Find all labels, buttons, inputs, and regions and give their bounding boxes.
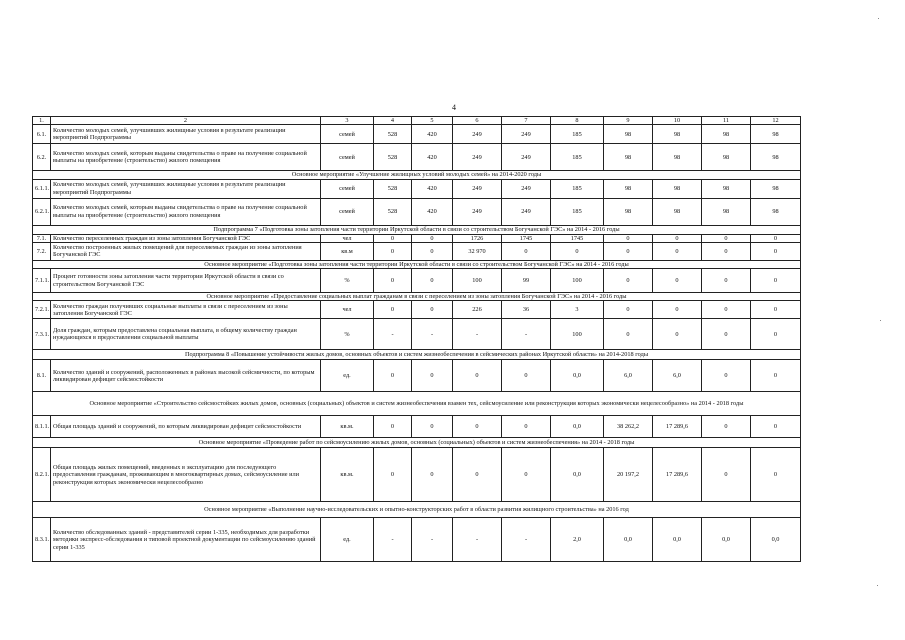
value-cell: 249 [453,125,502,144]
value-cell: 0 [751,269,801,293]
section-title: Подпрограмма 8 «Повышение устойчивости жилых домов, основных объектов и систем жизнеобеспечения в сейсмических районах Иркутской области» на 2014-2018 годы [33,350,801,360]
value-cell: 1726 [453,234,502,242]
section-title: Основное мероприятие «Предоставление социальных выплат гражданам в связи с переселением из зоны затопления Богучанской ГЭС» на 2014 - 2016 годы [33,293,801,301]
section-row [33,438,801,448]
value-cell: 0 [453,360,502,392]
value-cell: - [502,319,551,350]
header-cell: 4 [374,117,412,125]
scan-mark [880,320,881,321]
value-cell: 249 [502,144,551,171]
row-number: 8.3.1. [33,518,51,562]
indicator-name: Процент готовности зоны затопления части территории Иркутской области в связи со строительством Богучанской ГЭС [51,269,321,293]
value-cell: 185 [551,179,604,198]
row-number: 7.2.1. [33,301,51,319]
value-cell: 38 262,2 [604,416,653,438]
table-row [33,301,801,319]
value-cell: 6,0 [604,360,653,392]
unit-cell: семей [321,125,374,144]
value-cell: 0 [502,242,551,260]
value-cell: 0 [702,448,751,502]
table-row [33,125,801,144]
value-cell: - [412,518,453,562]
value-cell: 249 [502,198,551,225]
value-cell: 0 [374,360,412,392]
value-cell: 249 [453,144,502,171]
indicators-table [32,116,801,562]
value-cell: 0 [604,319,653,350]
value-cell: 20 197,2 [604,448,653,502]
value-cell: 0 [702,416,751,438]
indicator-name: Количество молодых семей, улучшивших жилищные условия в результате реализации мероприятий Подпрограммы [51,179,321,198]
value-cell: - [453,319,502,350]
unit-cell: чел [321,234,374,242]
value-cell: 0 [502,360,551,392]
value-cell: 0 [702,319,751,350]
header-cell: 2 [51,117,321,125]
value-cell: 249 [453,198,502,225]
header-cell: 7 [502,117,551,125]
row-number: 8.1. [33,360,51,392]
indicator-name: Количество обследованных зданий - представителей серии 1-335, необходимых для разработки методики экспресс-обследования и типовой проектной документации по сейсмоусилению зданий серии 1-335 [51,518,321,562]
header-cell: 12 [751,117,801,125]
indicator-name: Количество молодых семей, которым выданы свидетельства о праве на получение социальной выплаты на приобретение (строительство) жилого помещения [51,198,321,225]
value-cell: - [374,319,412,350]
indicator-name: Количество граждан получивших социальные выплаты в связи с переселением из зоны затопления Богучанской ГЭС [51,301,321,319]
row-number: 8.2.1. [33,448,51,502]
header-cell: 3 [321,117,374,125]
table-row [33,416,801,438]
value-cell: 249 [453,179,502,198]
value-cell: - [502,518,551,562]
value-cell: 0,0 [604,518,653,562]
value-cell: 0,0 [702,518,751,562]
value-cell: 3 [551,301,604,319]
value-cell: 420 [412,179,453,198]
row-number: 7.2. [33,242,51,260]
section-row [33,350,801,360]
section-row [33,293,801,301]
unit-cell: семей [321,198,374,225]
table-row [33,269,801,293]
value-cell: 0 [453,448,502,502]
header-cell: 8 [551,117,604,125]
section-row [33,392,801,416]
value-cell: 0 [751,242,801,260]
table-row [33,144,801,171]
indicator-name: Общая площадь зданий и сооружений, по которым ликвидирован дефицит сейсмостойкости [51,416,321,438]
unit-cell: кв.м. [321,416,374,438]
page-number: 4 [452,103,456,112]
unit-cell: кв.м [321,242,374,260]
row-number: 7.3.1. [33,319,51,350]
value-cell: 528 [374,179,412,198]
section-row [33,225,801,234]
value-cell: 98 [751,198,801,225]
value-cell: 249 [502,179,551,198]
unit-cell: чел [321,301,374,319]
row-number: 8.1.1. [33,416,51,438]
table-row [33,242,801,260]
value-cell: 0 [751,301,801,319]
value-cell: 0,0 [653,518,702,562]
value-cell: 226 [453,301,502,319]
value-cell: 0 [604,234,653,242]
value-cell: 98 [751,125,801,144]
value-cell: 0 [412,242,453,260]
value-cell: 528 [374,198,412,225]
value-cell: 0,0 [751,518,801,562]
unit-cell: семей [321,179,374,198]
value-cell: 99 [502,269,551,293]
value-cell: 0 [412,360,453,392]
section-title: Основное мероприятие «Улучшение жилищных условий молодых семей» на 2014-2020 годы [33,171,801,179]
value-cell: 98 [653,125,702,144]
value-cell: 98 [604,125,653,144]
value-cell: 1745 [551,234,604,242]
value-cell: 98 [604,179,653,198]
value-cell: 0 [702,269,751,293]
section-title: Подпрограмма 7 «Подготовка зоны затопления части территории Иркутской области в связи со строительством Богучанской ГЭС» на 2014 - 2016 годы [33,225,801,234]
unit-cell: ед. [321,360,374,392]
value-cell: 32 970 [453,242,502,260]
value-cell: 0 [653,242,702,260]
value-cell: 185 [551,125,604,144]
value-cell: 0 [751,319,801,350]
value-cell: 0,0 [551,448,604,502]
row-number: 7.1.1. [33,269,51,293]
value-cell: 0 [604,242,653,260]
value-cell: 100 [453,269,502,293]
row-number: 6.1. [33,125,51,144]
value-cell: 100 [551,319,604,350]
value-cell: 0 [751,416,801,438]
value-cell: 0 [653,269,702,293]
value-cell: 420 [412,125,453,144]
value-cell: 98 [653,179,702,198]
table-row [33,360,801,392]
value-cell: 0 [604,269,653,293]
value-cell: 528 [374,125,412,144]
section-row [33,260,801,268]
value-cell: - [453,518,502,562]
indicator-name: Количество построенных жилых помещений для переселяемых граждан из зоны затопления Богучанской ГЭС [51,242,321,260]
table-row [33,518,801,562]
indicator-name: Доля граждан, которым предоставлена социальная выплата, в общему количеству граждан нуждающихся в предоставлении социальной выплаты [51,319,321,350]
header-cell: 6 [453,117,502,125]
unit-cell: % [321,269,374,293]
section-title: Основное мероприятие «Выполнение научно-исследовательских и опытно-конструкторских работ в области развития жилищного строительства» на 2016 год [33,502,801,518]
header-cell: 10 [653,117,702,125]
value-cell: 0 [374,234,412,242]
value-cell: 98 [702,179,751,198]
value-cell: 0 [374,416,412,438]
table-row [33,179,801,198]
value-cell: 2,0 [551,518,604,562]
value-cell: 98 [751,179,801,198]
indicator-name: Общая площадь жилых помещений, введенных в эксплуатацию для последующего предоставления гражданам, проживающим в многоквартирных домах, сейсмоусиление или реконструкция которых экономически нецелесообразно [51,448,321,502]
value-cell: 0 [751,360,801,392]
header-cell: 5 [412,117,453,125]
value-cell: 420 [412,198,453,225]
section-title: Основное мероприятие «Строительство сейсмостойких жилых домов, основных (социальных) объектов и систем жизнеобеспечения взамен тех, сейсмоусиление или реконструкция которых экономически нецелесообразно» на 2014 - 2018 годы [33,392,801,416]
value-cell: 98 [653,198,702,225]
value-cell: 0 [412,448,453,502]
value-cell: 185 [551,198,604,225]
value-cell: 0 [751,448,801,502]
value-cell: 98 [604,198,653,225]
value-cell: 17 289,6 [653,448,702,502]
value-cell: 0 [653,319,702,350]
value-cell: 185 [551,144,604,171]
value-cell: 420 [412,144,453,171]
value-cell: 17 289,6 [653,416,702,438]
value-cell: 98 [604,144,653,171]
value-cell: 1745 [502,234,551,242]
row-number: 6.2.1. [33,198,51,225]
scan-mark [878,18,879,19]
value-cell: 0 [702,242,751,260]
indicator-name: Количество переселенных граждан из зоны затопления Богучанской ГЭС [51,234,321,242]
value-cell: 0 [604,301,653,319]
value-cell: 36 [502,301,551,319]
value-cell: 0 [653,234,702,242]
header-row [33,117,801,125]
table-row [33,234,801,242]
value-cell: 0 [502,448,551,502]
value-cell: 0,0 [551,416,604,438]
scan-mark [877,585,878,586]
value-cell: 0 [412,301,453,319]
value-cell: 0 [702,301,751,319]
value-cell: 98 [751,144,801,171]
section-title: Основное мероприятие «Проведение работ по сейсмоусилению жилых домов, основных (социальных) объектов и систем жизнеобеспечения» на 2014 - 2018 годы [33,438,801,448]
header-cell: 9 [604,117,653,125]
value-cell: 0,0 [551,360,604,392]
value-cell: 0 [453,416,502,438]
unit-cell: кв.м. [321,448,374,502]
value-cell: 0 [551,242,604,260]
table-row [33,319,801,350]
value-cell: 528 [374,144,412,171]
unit-cell: семей [321,144,374,171]
value-cell: 0 [502,416,551,438]
value-cell: 0 [412,269,453,293]
value-cell: 6,0 [653,360,702,392]
value-cell: 0 [702,234,751,242]
section-row [33,171,801,179]
value-cell: 0 [374,242,412,260]
value-cell: 0 [374,448,412,502]
section-row [33,502,801,518]
value-cell: 249 [502,125,551,144]
value-cell: 0 [374,269,412,293]
value-cell: 0 [412,416,453,438]
value-cell: 0 [653,301,702,319]
row-number: 6.1.1. [33,179,51,198]
indicator-name: Количество молодых семей, улучшивших жилищные условия в результате реализации мероприятий Подпрограммы [51,125,321,144]
row-number: 6.2. [33,144,51,171]
value-cell: 0 [751,234,801,242]
value-cell: 98 [653,144,702,171]
value-cell: 0 [702,360,751,392]
value-cell: 98 [702,144,751,171]
value-cell: - [412,319,453,350]
header-cell: 1. [33,117,51,125]
value-cell: 100 [551,269,604,293]
row-number: 7.1. [33,234,51,242]
section-title: Основное мероприятие «Подготовка зоны затопления части территории Иркутской области в связи со строительством Богучанской ГЭС» на 2014 - 2016 годы [33,260,801,268]
table-row [33,198,801,225]
unit-cell: % [321,319,374,350]
value-cell: 0 [374,301,412,319]
indicator-name: Количество зданий и сооружений, расположенных в районах высокой сейсмичности, по которым ликвидирован дефицит сейсмостойкости [51,360,321,392]
header-cell: 11 [702,117,751,125]
unit-cell: ед. [321,518,374,562]
value-cell: 98 [702,198,751,225]
value-cell: 0 [412,234,453,242]
value-cell: 98 [702,125,751,144]
indicator-name: Количество молодых семей, которым выданы свидетельства о праве на получение социальной выплаты на приобретение (строительство) жилого помещения [51,144,321,171]
table-row [33,448,801,502]
value-cell: - [374,518,412,562]
